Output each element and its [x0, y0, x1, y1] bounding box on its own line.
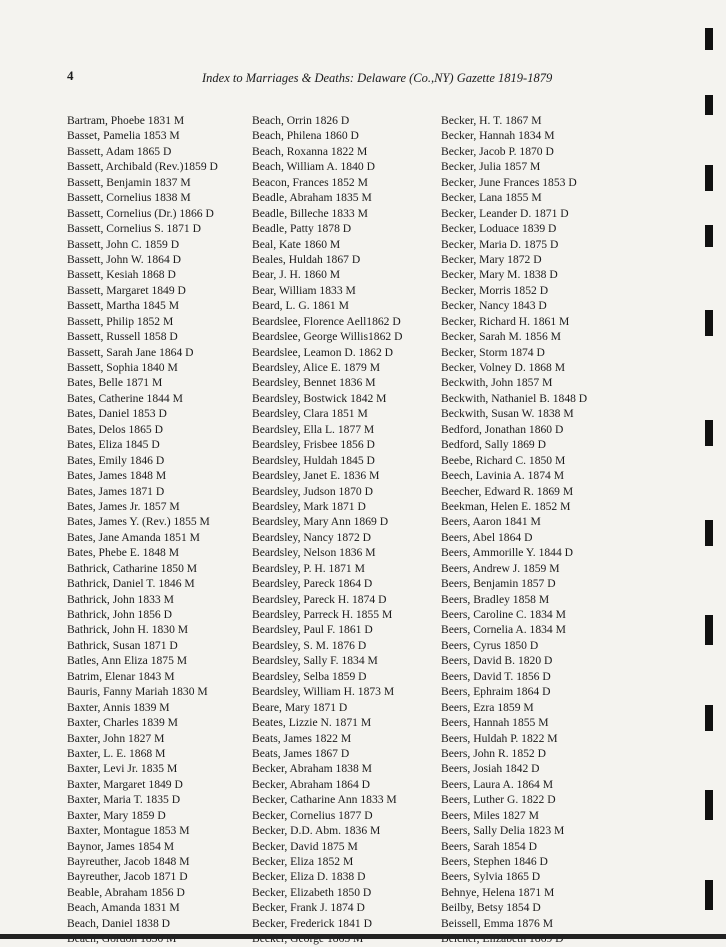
index-entry: Becker, Eliza 1852 M [252, 855, 354, 868]
index-entry: Bates, Daniel 1853 D [67, 407, 167, 421]
index-entry: Bates, Delos 1865 D [67, 422, 163, 436]
index-entry: Becker, Leander D. 1871 D [441, 206, 569, 220]
index-entry: Baynor, James 1854 M [67, 839, 175, 853]
binding-mark [705, 95, 713, 115]
index-entry: Beach, Daniel 1838 D [67, 916, 171, 930]
index-entry: Beissell, Emma 1876 M [441, 916, 554, 930]
index-entry: Bates, Belle 1871 M [67, 376, 163, 390]
index-entry: Bassett, Benjamin 1837 M [67, 175, 191, 189]
index-entry: Beckwith, Susan W. 1838 M [441, 407, 574, 421]
binding-mark [705, 705, 713, 731]
index-column-3 [441, 113, 641, 947]
index-entry: Beardsley, Nancy 1872 D [252, 530, 372, 544]
index-entry: Beardsley, Huldah 1845 D [252, 453, 375, 467]
index-entry: Becker, D.D. Abm. 1836 M [252, 824, 381, 838]
index-entry: Beardsley, Alice E. 1879 M [252, 361, 381, 374]
index-entry: Bauris, Fanny Mariah 1830 M [67, 685, 208, 699]
index-entry: Beardsley, Parreck H. 1855 M [252, 608, 393, 621]
index-entry: Becker, Loduace 1839 D [441, 222, 557, 236]
index-entry: Becker, Hannah 1834 M [441, 129, 555, 143]
index-entry: Beers, Miles 1827 M [441, 808, 539, 822]
index-entry: Beardsley, Frisbee 1856 D [252, 438, 375, 452]
index-entry: Beers, Cornelia A. 1834 M [441, 623, 566, 637]
index-entry: Beardslee, Leamon D. 1862 D [252, 345, 394, 359]
index-entry: Beach, Orrin 1826 D [252, 114, 350, 127]
index-entry: Beardslee, Florence Aell1862 D [252, 314, 401, 328]
index-entry: Beers, Aaron 1841 M [441, 515, 541, 529]
index-entry: Becker, David 1875 M [252, 839, 358, 853]
index-entry: Bassett, Philip 1852 M [67, 314, 174, 328]
index-entry: Beare, Mary 1871 D [252, 700, 348, 714]
index-entry: Becker, Maria D. 1875 D [441, 237, 559, 251]
index-entry: Beardsley, Pareck H. 1874 D [252, 592, 387, 606]
index-entry: Bedford, Sally 1869 D [441, 438, 546, 452]
index-entry: Beach, Amanda 1831 M [67, 901, 180, 915]
index-entry: Beers, Hannah 1855 M [441, 716, 549, 730]
index-entry: Beales, Huldah 1867 D [252, 252, 361, 266]
index-entry: Becker, Morris 1852 D [441, 283, 549, 297]
page-number: 4 [67, 68, 74, 83]
index-entry: Beardsley, Bennet 1836 M [252, 376, 376, 390]
index-entry: Baxter, John 1827 M [67, 731, 165, 745]
index-entry: Becker, Julia 1857 M [441, 160, 541, 174]
binding-mark [705, 520, 713, 546]
index-entry: Bear, J. H. 1860 M [252, 268, 341, 282]
index-entry: Bates, James Jr. 1857 M [67, 499, 180, 513]
index-entry: Behnye, Helena 1871 M [441, 885, 555, 899]
index-entry: Beardsley, Pareck 1864 D [252, 577, 373, 591]
index-entry: Beers, Sylvia 1865 D [441, 870, 541, 884]
binding-mark [705, 225, 713, 247]
index-entry: Beers, Benjamin 1857 D [441, 577, 556, 591]
index-entry: Becker, Volney D. 1868 M [441, 361, 566, 374]
binding-mark [705, 165, 713, 191]
index-entry: Becker, Mary M. 1838 D [441, 268, 558, 282]
index-entry: Beers, Abel 1864 D [441, 530, 533, 544]
index-entry: Bassett, John W. 1864 D [67, 252, 182, 266]
index-entry: Becker, June Frances 1853 D [441, 175, 577, 189]
index-entry: Bassett, Adam 1865 D [67, 144, 172, 158]
index-entry: Baxter, Levi Jr. 1835 M [67, 762, 178, 776]
index-entry: Beardsley, Bostwick 1842 M [252, 391, 387, 405]
index-entry: Bathrick, Susan 1871 D [67, 638, 178, 652]
index-entry: Beers, David T. 1856 D [441, 669, 551, 683]
binding-mark [705, 880, 713, 910]
index-entry: Becker, Cornelius 1877 D [252, 808, 373, 822]
index-entry: Beacon, Frances 1852 M [252, 175, 368, 189]
index-entry: Becker, Lana 1855 M [441, 191, 542, 205]
index-entry: Bear, William 1833 M [252, 283, 356, 297]
index-entry: Beers, Luther G. 1822 D [441, 793, 556, 807]
index-entry: Beers, Stephen 1846 D [441, 855, 548, 868]
index-entry: Beach, William A. 1840 D [252, 160, 375, 174]
index-entry: Beardsley, Ella L. 1877 M [252, 422, 375, 436]
index-entry: Basset, Pamelia 1853 M [67, 129, 180, 143]
index-entry: Becker, Abraham 1864 D [252, 777, 371, 791]
index-entry: Batles, Ann Eliza 1875 M [67, 654, 188, 668]
index-entry: Beers, Ezra 1859 M [441, 700, 534, 714]
index-entry: Becker, Frank J. 1874 D [252, 901, 365, 915]
index-entry: Beecher, Edward R. 1869 M [441, 484, 574, 498]
index-entry: Beadle, Billeche 1833 M [252, 206, 368, 220]
index-entry: Beach, Roxanna 1822 M [252, 144, 368, 158]
index-entry: Beebe, Richard C. 1850 M [441, 453, 566, 467]
index-entry: Bathrick, Catharine 1850 M [67, 561, 198, 575]
index-entry: Beilby, Betsy 1854 D [441, 901, 541, 915]
index-entry: Beekman, Helen E. 1852 M [441, 499, 571, 513]
index-entry: Baxter, Mary 1859 D [67, 808, 166, 822]
binding-mark [705, 420, 713, 446]
index-entry: Beers, Caroline C. 1834 M [441, 608, 566, 621]
index-entry: Beers, Ephraim 1864 D [441, 685, 551, 699]
index-entry: Beers, John R. 1852 D [441, 746, 546, 760]
index-entry: Beardsley, Janet E. 1836 M [252, 469, 380, 483]
index-entry: Bassett, Archibald (Rev.)1859 D [67, 160, 218, 174]
index-entry: Becker, Elizabeth 1850 D [252, 885, 372, 899]
index-entry: Bates, Eliza 1845 D [67, 438, 160, 452]
index-entry: Baxter, L. E. 1868 M [67, 746, 166, 760]
index-entry: Bassett, Cornelius 1838 M [67, 191, 191, 205]
index-entry: Bartram, Phoebe 1831 M [67, 114, 185, 127]
index-entry: Baxter, Margaret 1849 D [67, 777, 183, 791]
index-entry: Bates, James Y. (Rev.) 1855 M [67, 515, 210, 529]
binding-mark [705, 310, 713, 336]
index-entry: Beers, Sally Delia 1823 M [441, 824, 565, 838]
index-entry: Beardsley, Clara 1851 M [252, 407, 368, 421]
index-entry: Beats, James 1867 D [252, 746, 350, 760]
index-entry: Bathrick, John H. 1830 M [67, 623, 189, 637]
index-entry: Beers, Sarah 1854 D [441, 839, 537, 853]
index-entry: Becker, H. T. 1867 M [441, 114, 542, 127]
index-entry: Becker, Frederick 1841 D [252, 916, 372, 930]
index-entry: Beats, James 1822 M [252, 731, 352, 745]
running-title: Index to Marriages & Deaths: Delaware (Co.,NY) Gazette 1819-1879 [202, 71, 553, 85]
index-entry: Beers, David B. 1820 D [441, 654, 553, 668]
index-entry: Beates, Lizzie N. 1871 M [252, 716, 372, 730]
index-entry: Bassett, Russell 1858 D [67, 330, 178, 344]
scan-edge [0, 934, 726, 939]
index-entry: Beardsley, Selba 1859 D [252, 669, 367, 683]
index-entry: Bedford, Jonathan 1860 D [441, 422, 564, 436]
index-entry: Batrim, Elenar 1843 M [67, 669, 175, 683]
index-entry: Becker, Richard H. 1861 M [441, 314, 570, 328]
index-entry: Becker, Nancy 1843 D [441, 299, 547, 313]
index-column-2 [252, 113, 442, 947]
index-entry: Beardsley, Paul F. 1861 D [252, 623, 373, 637]
index-entry: Bates, Phebe E. 1848 M [67, 546, 180, 560]
index-entry: Bathrick, Daniel T. 1846 M [67, 577, 195, 591]
index-entry: Bassett, Kesiah 1868 D [67, 268, 176, 282]
index-entry: Bassett, Cornelius S. 1871 D [67, 222, 201, 236]
index-entry: Bayreuther, Jacob 1848 M [67, 855, 190, 868]
index-entry: Becker, Abraham 1838 M [252, 762, 372, 776]
index-entry: Becker, Sarah M. 1856 M [441, 330, 561, 344]
index-entry: Beers, Ammorille Y. 1844 D [441, 546, 574, 560]
index-entry: Beardsley, Mark 1871 D [252, 499, 366, 513]
index-entry: Bassett, Sophia 1840 M [67, 361, 178, 374]
index-entry: Bassett, Cornelius (Dr.) 1866 D [67, 206, 214, 220]
index-entry: Beadle, Abraham 1835 M [252, 191, 372, 205]
index-entry: Bathrick, John 1833 M [67, 592, 174, 606]
index-entry: Beardslee, George Willis1862 D [252, 330, 403, 344]
index-entry: Beadle, Patty 1878 D [252, 222, 352, 236]
index-entry: Beardsley, Mary Ann 1869 D [252, 515, 389, 529]
index-entry: Bathrick, John 1856 D [67, 608, 172, 621]
index-entry: Bassett, Margaret 1849 D [67, 283, 186, 297]
index-entry: Beach, Philena 1860 D [252, 129, 359, 143]
index-entry: Beckwith, Nathaniel B. 1848 D [441, 391, 588, 405]
binding-mark [705, 615, 713, 645]
index-entry: Becker, Catharine Ann 1833 M [252, 793, 397, 807]
binding-mark [705, 790, 713, 820]
index-entry: Bassett, John C. 1859 D [67, 237, 180, 251]
index-entry: Beers, Huldah P. 1822 M [441, 731, 558, 745]
index-entry: Baxter, Maria T. 1835 D [67, 793, 181, 807]
index-entry: Baxter, Charles 1839 M [67, 716, 178, 730]
index-entry: Becker, Mary 1872 D [441, 252, 542, 266]
index-entry: Bates, Emily 1846 D [67, 453, 165, 467]
index-entry: Bates, James 1871 D [67, 484, 165, 498]
index-entry: Beech, Lavinia A. 1874 M [441, 469, 564, 483]
index-entry: Beardsley, Judson 1870 D [252, 484, 373, 498]
index-entry: Becker, Eliza D. 1838 D [252, 870, 366, 884]
index-entry: Beard, L. G. 1861 M [252, 299, 349, 313]
index-entry: Beers, Bradley 1858 M [441, 592, 550, 606]
index-entry: Bassett, Sarah Jane 1864 D [67, 345, 194, 359]
index-entry: Beable, Abraham 1856 D [67, 885, 185, 899]
index-entry: Becker, Jacob P. 1870 D [441, 144, 554, 158]
index-entry: Beers, Cyrus 1850 D [441, 638, 539, 652]
index-entry: Beers, Josiah 1842 D [441, 762, 540, 776]
index-entry: Bates, James 1848 M [67, 469, 167, 483]
index-entry: Baxter, Annis 1839 M [67, 700, 170, 714]
index-entry: Beardsley, S. M. 1876 D [252, 638, 367, 652]
index-entry: Beardsley, Sally F. 1834 M [252, 654, 378, 668]
index-entry: Beckwith, John 1857 M [441, 376, 553, 390]
index-column-1 [67, 113, 257, 947]
index-entry: Beardsley, Nelson 1836 M [252, 546, 376, 560]
binding-mark [705, 28, 713, 50]
index-entry: Baxter, Montague 1853 M [67, 824, 190, 838]
index-entry: Bayreuther, Jacob 1871 D [67, 870, 188, 884]
index-entry: Bates, Jane Amanda 1851 M [67, 530, 200, 544]
index-entry: Bates, Catherine 1844 M [67, 391, 183, 405]
index-entry: Beardsley, William H. 1873 M [252, 685, 395, 699]
index-entry: Beers, Andrew J. 1859 M [441, 561, 560, 575]
index-entry: Beers, Laura A. 1864 M [441, 777, 554, 791]
index-entry: Beardsley, P. H. 1871 M [252, 561, 365, 575]
index-entry: Beal, Kate 1860 M [252, 237, 341, 251]
index-entry: Bassett, Martha 1845 M [67, 299, 180, 313]
index-entry: Becker, Storm 1874 D [441, 345, 545, 359]
